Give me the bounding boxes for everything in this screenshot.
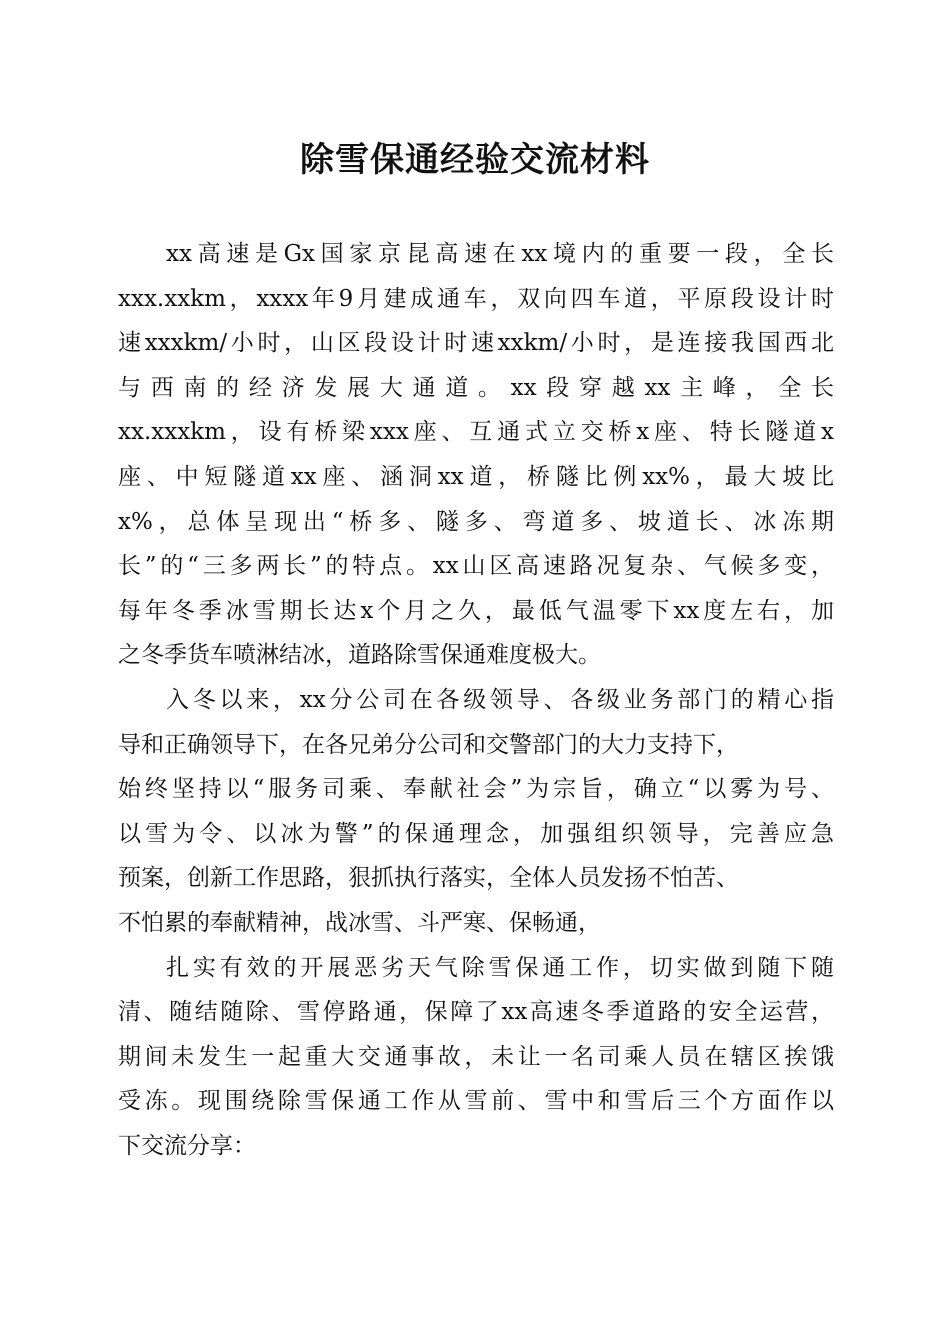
paragraph-2-line-1: 入冬以来，xx分公司在各级领导、各级业务部门的精心指 <box>166 686 834 713</box>
paragraph-1-line-5: xx.xxxkm，设有桥梁xxx座、互通式立交桥x座、特长隧道x <box>118 419 834 446</box>
document-body <box>118 232 834 1168</box>
paragraph-3-line-2: 清、随结随除、雪停路通，保障了xx高速冬季道路的安全运营， <box>118 999 834 1026</box>
paragraph-1-line-9: 每年冬季冰雪期长达x个月之久，最低气温零下xx度左右，加 <box>118 597 834 624</box>
paragraph-3-line-4: 受冻。现围绕除雪保通工作从雪前、雪中和雪后三个方面作以 <box>118 1088 834 1115</box>
paragraph-2-line-2: 导和正确领导下，在各兄弟分公司和交警部门的大力支持下， <box>118 731 739 758</box>
paragraph-1-line-7: x%，总体呈现出“桥多、隧多、弯道多、坡道长、冰冻期 <box>118 508 834 535</box>
paragraph-1-line-1: xx高速是Gx国家京昆高速在xx境内的重要一段，全长 <box>166 241 834 267</box>
paragraph-3-line-1: 扎实有效的开展恶劣天气除雪保通工作，切实做到随下随 <box>166 954 834 981</box>
paragraph-1-line-10: 之冬季货车喷淋结冰，道路除雪保通难度极大。 <box>118 642 601 669</box>
paragraph-1-line-2: xxx.xxkm，xxxx年9月建成通车，双向四车道，平原段设计时 <box>118 285 834 312</box>
paragraph-2-line-5: 预案，创新工作思路，狠抓执行落实，全体人员发扬不怕苦、 <box>118 865 739 892</box>
paragraph-3-line-3: 期间未发生一起重大交通事故，未让一名司乘人员在辖区挨饿 <box>118 1043 834 1070</box>
paragraph-2-line-3: 始终坚持以“服务司乘、奉献社会”为宗旨，确立“以雾为号、 <box>118 776 834 803</box>
paragraph-2-line-6: 不怕累的奉献精神，战冰雪、斗严寒、保畅通， <box>118 909 601 936</box>
paragraph-2-line-4: 以雪为令、以冰为警”的保通理念，加强组织领导，完善应急 <box>118 820 834 847</box>
paragraph-3-line-5: 下交流分享： <box>118 1132 256 1159</box>
paragraph-1-line-8: 长”的“三多两长”的特点。xx山区高速路况复杂、气候多变， <box>118 553 834 580</box>
paragraph-1-line-4: 与西南的经济发展大通道。xx段穿越xx主峰，全长 <box>118 374 834 401</box>
paragraph-1-line-6: 座、中短隧道xx座、涵洞xx道，桥隧比例xx%，最大坡比 <box>118 463 834 490</box>
paragraph-1-line-3: 速xxxkm/小时，山区段设计时速xxkm/小时，是连接我国西北 <box>118 330 834 357</box>
document-title: 除雪保通经验交流材料 <box>300 140 650 180</box>
